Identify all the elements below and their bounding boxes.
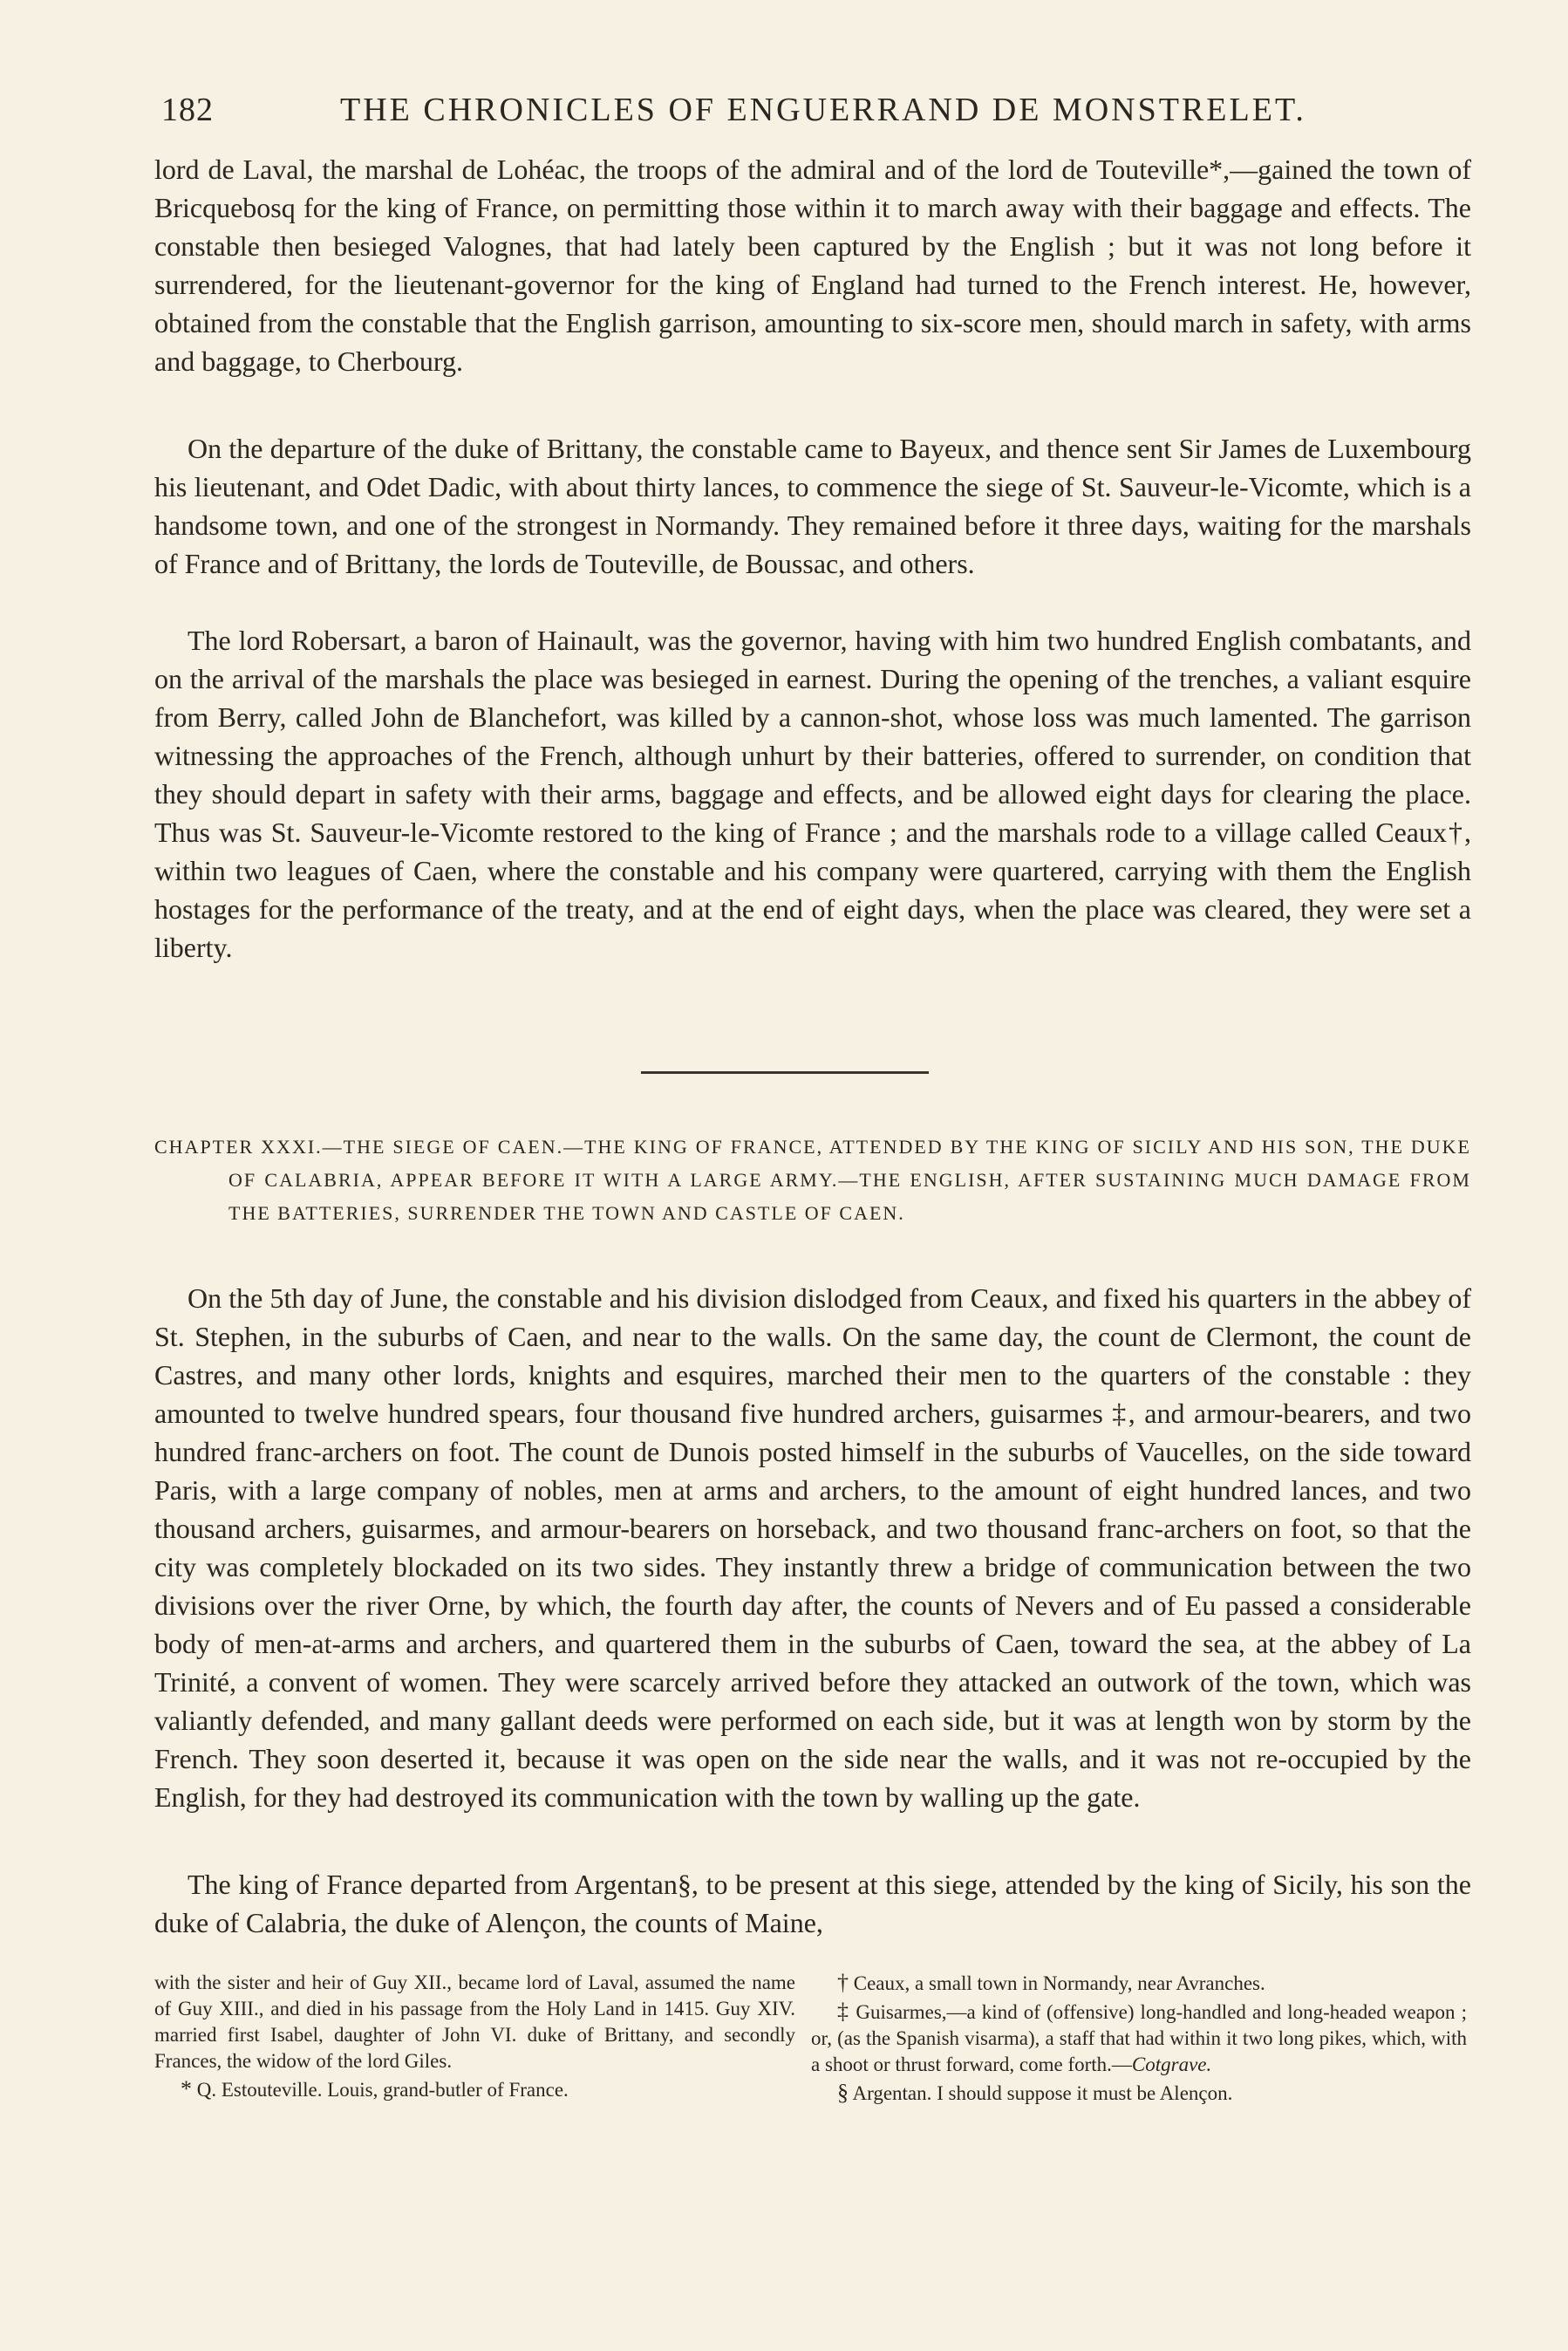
paragraph-3: The lord Robersart, a baron of Hainault, was the governor, having with him two hundred English combatants, and on the arrival of the marshals the place was besieged in earnest. During the opening of the trenches, a valiant esquire from Berry, called John de Blanchefort, was killed by a cannon-shot, whose loss was much lamented. The garrison witnessing the approaches of the French, although unhurt by their batteries, offered to surrender, on condition that they should depart in safety with their arms, baggage and effects, and be allowed eight days for clearing the place. Thus was St. Sauveur-le-Vicomte restored to the king of France ; and the marshals rode to a village called Ceaux†, within two leagues of Caen, where the constable and his company were quartered, carrying with them the English hostages for the performance of the treaty, and at the end of eight days, when the place was cleared, they were set a liberty.	[154, 625, 1471, 963]
section-divider	[641, 1071, 929, 1074]
footnote-mark: ‡	[837, 1999, 850, 2024]
footnote-text: Ceaux, a small town in Normandy, near Avranches.	[849, 1972, 1265, 1994]
footnote-continued: with the sister and heir of Guy XII., became lord of Laval, assumed the name of Guy XIII., and died in his passage from the Holy Land in 1415. Guy XIV. married first Isabel, daughter of John VI. duke of Brittany, and secondly Frances, the widow of the lord Giles.	[154, 1972, 795, 2072]
paragraph-5: The king of France departed from Argentan§, to be present at this siege, attended by the king of Sicily, his son the duke of Calabria, the duke of Alençon, the counts of Maine,	[154, 1869, 1471, 1938]
paragraph-1: lord de Laval, the marshal de Lohéac, the troops of the admiral and of the lord de Touteville*,—gained the town of Bricquebosq for the king of France, on permitting those within it to march away with their baggage and effects. The constable then besieged Valognes, that had lately been captured by the English ; but it was not long before it surrendered, for the lieutenant-governor for the king of England had turned to the French interest. He, however, obtained from the constable that the English garrison, amounting to six-score men, should march in safety, with arms and baggage, to Cherbourg.	[154, 154, 1471, 377]
opening-word: On	[187, 1282, 222, 1314]
footnote-double-dagger	[811, 1999, 1467, 2078]
footnote-dagger	[811, 1970, 1467, 1997]
footnote-mark: *	[181, 2076, 192, 2102]
footnote-mark: †	[837, 1970, 849, 1995]
footnote-asterisk	[154, 2076, 795, 2103]
footnote-text: Argentan. I should suppose it must be Alençon.	[849, 2082, 1233, 2104]
paragraph-2: On the departure of the duke of Brittany, the constable came to Bayeux, and thence sent Sir James de Luxembourg his lieutenant, and Odet Dadic, with about thirty lances, to commence the siege of St. Sauveur-le-Vicomte, which is a handsome town, and one of the strongest in Normandy. They remained before it three days, waiting for the marshals of France and of Brittany, the lords de Touteville, de Boussac, and others.	[154, 433, 1471, 579]
page-number: 182	[161, 92, 214, 128]
paragraph-4-text: the 5th day of June, the constable and his division dislodged from Ceaux, and fixed his quarters in the abbey of St. Stephen, in the suburbs of Caen, and near to the walls. On the same day, the count de Clermont, the count de Castres, and many other lords, knights and esquires, marched their men to the quarters of the constable : they amounted to twelve hundred spears, four thousand five hundred archers, guisarmes ‡, and armour-bearers, and two hundred franc-archers on foot. The count de Dunois posted himself in the suburbs of Vaucelles, on the side toward Paris, with a large company of nobles, men at arms and archers, to the amount of eight hundred lances, and two thousand archers, guisarmes, and armour-bearers on horseback, and two thousand franc-archers on foot, so that the city was completely blockaded on its two sides. They instantly threw a bridge of communication between the two divisions over the river Orne, by which, the fourth day after, the counts of Nevers and of Eu passed a considerable body of men-at-arms and archers, and quartered them in the suburbs of Caen, toward the sea, at the abbey of La Trinité, a convent of women. They were scarcely arrived before they attacked an outwork of the town, which was valiantly defended, and many gallant deeds were performed on each side, but it was at length won by storm by the French. They soon deserted it, because it was open on the side near the walls, and it was not re-occupied by the English, for they had destroyed its communication with the town by walling up the gate.	[154, 1282, 1471, 1813]
footnote-text: Guisarmes,—a kind of (offensive) long-handled and long-headed weapon ; or, (as the Spanish visarma), a staff that had within it two long pikes, which, with a shoot or thrust forward, come forth.—	[811, 2001, 1468, 2075]
footnote-source: Cotgrave.	[1131, 2054, 1212, 2075]
footnote-mark: §	[837, 2080, 849, 2105]
chapter-heading	[154, 1131, 1471, 1230]
footnote-text: Q. Estouteville. Louis, grand-butler of France.	[192, 2079, 569, 2101]
paragraph-4	[154, 1279, 1471, 1816]
footnotes-right	[811, 1970, 1467, 2108]
footnotes-left	[154, 1970, 795, 2105]
running-title: THE CHRONICLES OF ENGUERRAND DE MONSTRELET.	[340, 92, 1306, 128]
footnote-section	[811, 2080, 1467, 2107]
chapter-title: CHAPTER XXXI.—THE SIEGE OF CAEN.—THE KING OF FRANCE, ATTENDED BY THE KING OF SICILY AND HIS SON, THE DUKE OF CALABRIA, APPEAR BEFORE IT WITH A LARGE ARMY.—THE ENGLISH, AFTER SUSTAINING MUCH DAMAGE FROM THE BATTERIES, SURRENDER THE TOWN AND CASTLE OF CAEN.	[154, 1136, 1471, 1224]
running-head	[161, 91, 1471, 143]
